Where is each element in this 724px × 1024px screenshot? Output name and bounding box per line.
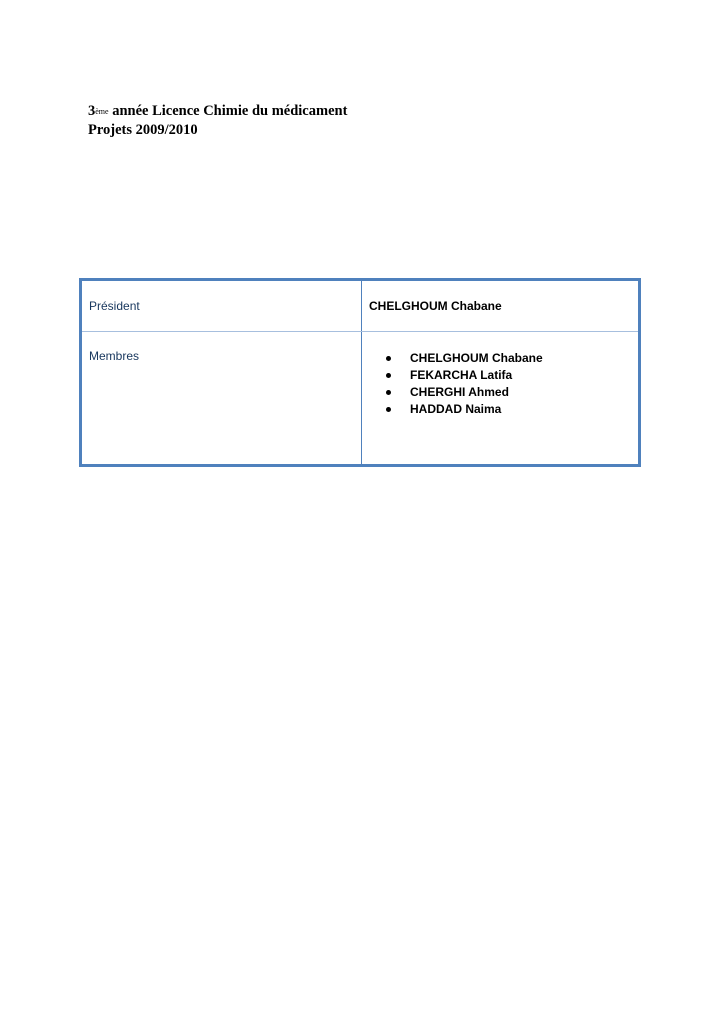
president-name: CHELGHOUM Chabane xyxy=(369,299,502,313)
bullet-icon xyxy=(386,356,391,361)
members-label: Membres xyxy=(89,349,140,363)
bullet-icon xyxy=(386,373,391,378)
president-label: Président xyxy=(89,299,140,313)
members-list xyxy=(386,350,543,418)
bullet-icon xyxy=(386,390,391,395)
heading-course-title: année Licence Chimie du médicament xyxy=(108,103,348,119)
row-divider xyxy=(82,331,638,332)
heading-line-2: Projets 2009/2010 xyxy=(88,122,198,138)
jury-table xyxy=(79,278,641,467)
member-item xyxy=(386,350,543,367)
document-heading xyxy=(88,102,347,139)
member-name: CHERGHI Ahmed xyxy=(410,385,509,399)
member-item xyxy=(386,401,543,418)
heading-superscript: ème xyxy=(95,107,109,116)
member-name: HADDAD Naima xyxy=(410,402,502,416)
bullet-icon xyxy=(386,407,391,412)
member-item xyxy=(386,384,543,401)
heading-year-number: 3 xyxy=(88,103,96,119)
member-name: FEKARCHA Latifa xyxy=(410,368,513,382)
column-divider xyxy=(361,281,362,464)
member-name: CHELGHOUM Chabane xyxy=(410,351,543,365)
member-item xyxy=(386,367,543,384)
heading-line-1 xyxy=(88,102,347,121)
